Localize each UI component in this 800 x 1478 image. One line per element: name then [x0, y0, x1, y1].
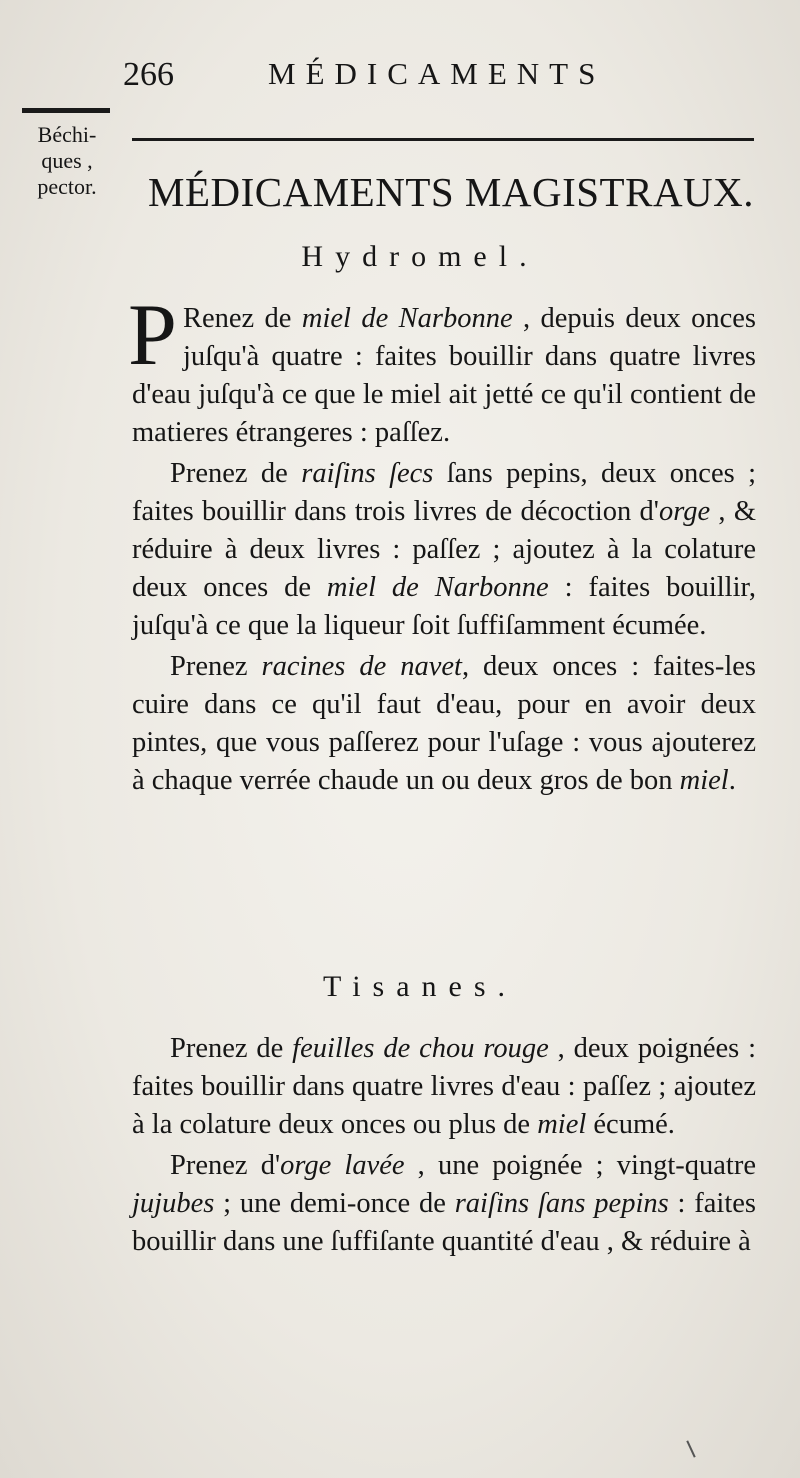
running-head: [0, 52, 800, 100]
italic-text: miel: [537, 1109, 587, 1140]
paragraph: [128, 287, 757, 452]
margin-rule: [22, 108, 110, 113]
page-mark: [686, 1440, 695, 1457]
paragraph: [132, 1030, 756, 1144]
tisanes-text: [132, 1030, 756, 1261]
margin-note-line: pector.: [37, 174, 97, 199]
running-head-title: MÉDICAMENTS: [268, 56, 606, 91]
heading-tisanes: Tisanes.: [322, 970, 518, 1003]
italic-text: orge lavée: [280, 1150, 405, 1181]
italic-text: racines de navet: [261, 651, 462, 682]
text-run: Prenez d': [170, 1150, 281, 1181]
text-run: Prenez de: [170, 458, 302, 489]
text-run: , deux onces : faites-les cuire dans ce qu'il faut d'eau, pour en avoir deux pintes, que vous paſſerez pour l'uſage : vous ajouterez à chaque verrée chaude un ou deux gros de bon: [132, 651, 756, 796]
text-run: , une poignée ; vingt-quatre: [404, 1150, 756, 1181]
margin-note-line: ques ,: [41, 148, 93, 173]
italic-text: miel de Narbonne: [326, 572, 549, 603]
drop-cap: P: [128, 287, 177, 384]
text-run: ſans pepins, deux onces ; faites bouillir dans trois livres de décoction d': [132, 458, 756, 527]
paragraph: [132, 455, 756, 645]
italic-text: jujubes: [132, 1188, 215, 1219]
text-run: ; une demi-once de: [214, 1188, 455, 1219]
italic-text: miel de Narbonne: [301, 303, 513, 334]
text-run: Prenez: [170, 651, 262, 682]
text-run: , & réduire à deux livres : paſſez ; ajoutez à la colature deux onces de: [132, 496, 756, 603]
text-run: Prenez de: [170, 1033, 293, 1064]
paragraph: [132, 1147, 756, 1261]
section-title: MÉDICAMENTS MAGISTRAUX.: [148, 169, 755, 215]
italic-text: raiſins ſecs: [301, 458, 434, 489]
margin-note: [12, 122, 122, 200]
italic-text: feuilles de chou rouge: [292, 1033, 549, 1064]
text-run: , depuis deux onces juſqu'à quatre : faites bouillir dans quatre livres d'eau juſqu'à ce que le miel ait jetté ce qu'il contient de matieres étrangeres : paſſez.: [132, 303, 757, 448]
section-rule: [132, 138, 754, 141]
paragraph: [132, 648, 756, 800]
text-run: Renez de: [182, 303, 302, 334]
text-run: .: [728, 765, 736, 796]
text-run: : faites bouillir dans une ſuffiſante quantité d'eau , & réduire à: [132, 1188, 757, 1257]
italic-text: orge: [658, 496, 711, 527]
margin-note-line: Béchi-: [37, 122, 97, 147]
hydromel-text: [128, 287, 757, 800]
page-number: 266: [123, 56, 174, 93]
text-run: écumé.: [586, 1109, 675, 1140]
italic-text: miel: [679, 765, 729, 796]
text-run: : faites bouillir, juſqu'à ce que la liqueur ſoit ſuffiſamment écumée.: [132, 572, 756, 641]
text-run: , deux poignées : faites bouillir dans quatre livres d'eau : paſſez ; ajoutez à la colature deux onces ou plus de: [132, 1033, 756, 1140]
heading-hydromel: Hydromel.: [301, 240, 539, 273]
italic-text: raiſins ſans pepins: [454, 1188, 669, 1219]
